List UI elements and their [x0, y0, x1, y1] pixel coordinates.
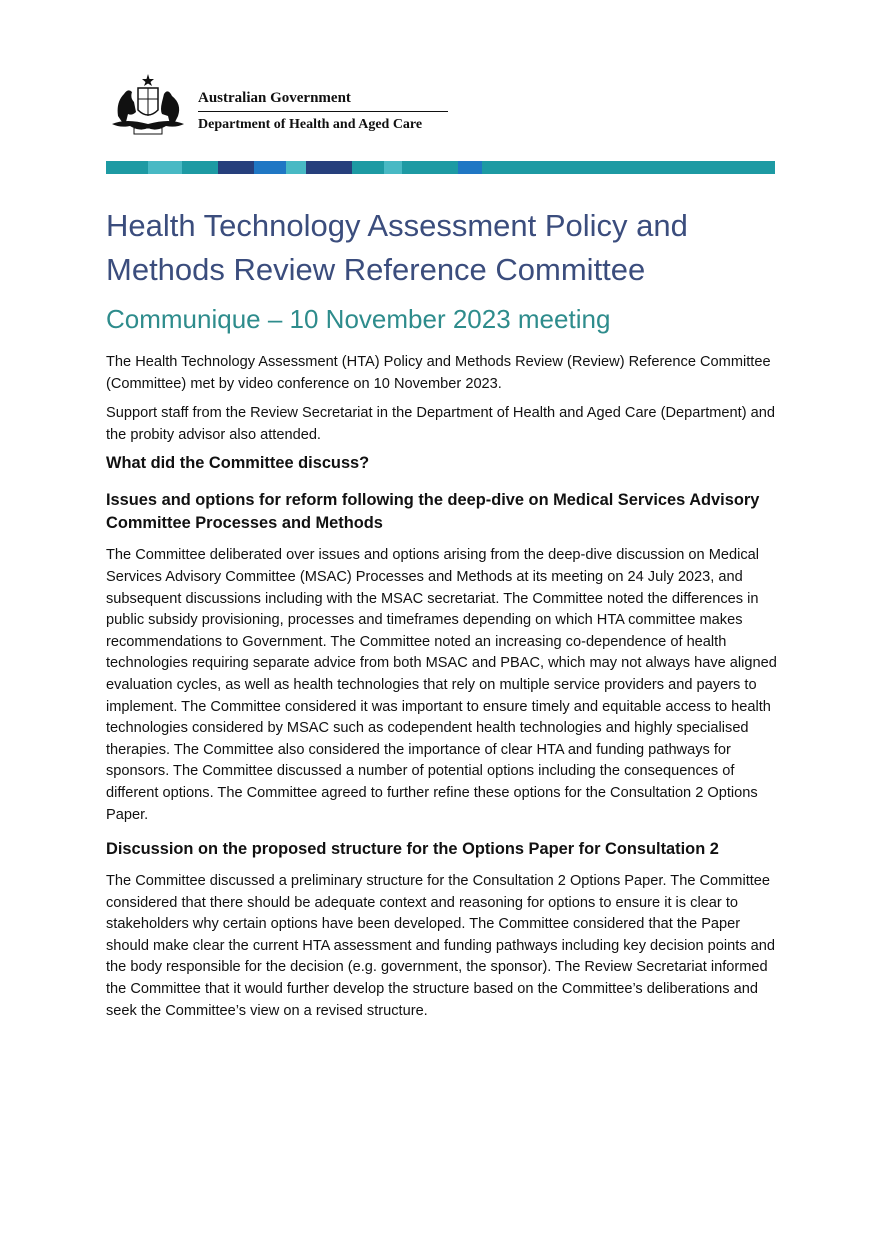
header-divider [198, 111, 448, 112]
strip-segment [254, 161, 286, 174]
strip-segment [286, 161, 306, 174]
section-paragraph: The Committee discussed a preliminary structure for the Consultation 2 Options Paper. The Committee considered that there should be adequate context and reasoning for options to ensure it is clear to stakeholders why certain options have been developed. The Committee considered that the Paper should make clear the current HTA assessment and funding pathways including key decision points and the body responsible for the decision (e.g. government, the sponsor). The Review Secretariat informed the Committee that it would further develop the structure based on the Committee’s deliberations and seek the Committee’s view on a revised structure. [106, 873, 775, 1019]
document-body [106, 352, 778, 1030]
strip-segment [182, 161, 218, 174]
strip-segment [148, 161, 182, 174]
department-name: Department of Health and Aged Care [198, 117, 423, 132]
strip-segment [384, 161, 402, 174]
section-heading: What did the Committee discuss? [106, 454, 370, 473]
intro-paragraph: The Health Technology Assessment (HTA) Policy and Methods Review (Review) Reference Committee (Committee) met by video conference on 10 November 2023. [106, 354, 771, 392]
section-heading: Discussion on the proposed structure for the Options Paper for Consultation 2 [106, 840, 719, 859]
strip-segment [482, 161, 775, 174]
strip-segment [402, 161, 458, 174]
page-title: Health Technology Assessment Policy and Methods Review Reference Committee [106, 208, 688, 287]
colour-strip [106, 161, 775, 174]
section-heading: Issues and options for reform following the deep-dive on Medical Services Advisory Committee Processes and Methods [106, 491, 760, 533]
strip-segment [218, 161, 254, 174]
strip-segment [458, 161, 482, 174]
intro-paragraph: Support staff from the Review Secretariat in the Department of Health and Aged Care (Department) and the probity advisor also attended. [106, 405, 775, 443]
page-subtitle: Communique – 10 November 2023 meeting [106, 304, 611, 334]
strip-segment [352, 161, 384, 174]
strip-segment [306, 161, 352, 174]
government-header [106, 72, 446, 138]
government-name: Australian Government [198, 90, 351, 106]
section-paragraph: The Committee deliberated over issues and options arising from the deep-dive discussion on Medical Services Advisory Committee (MSAC) Processes and Methods at its meeting on 24 July 2023, and subsequent discussions including with the MSAC secretariat. The Committee noted the differences in public subsidy provisioning, processes and timeframes depending on which HTA committee makes recommendations to Government. The Committee noted an increasing co-dependence of health technologies requiring separate advice from both MSAC and PBAC, which may not always have aligned evaluation cycles, as well as health technologies that rely on multiple service providers and payers to implement. The Committee considered it was important to ensure timely and equitable access to health technologies considered by MSAC such as codependent health technologies and highly specialised therapies. The Committee also considered the importance of clear HTA and funding pathways for sponsors. The Committee discussed a number of potential options including the consequences of different options. The Committee agreed to further refine these options for the Consultation 2 Options Paper. [106, 547, 777, 823]
strip-segment [106, 161, 148, 174]
commonwealth-coat-of-arms-icon [106, 72, 190, 138]
